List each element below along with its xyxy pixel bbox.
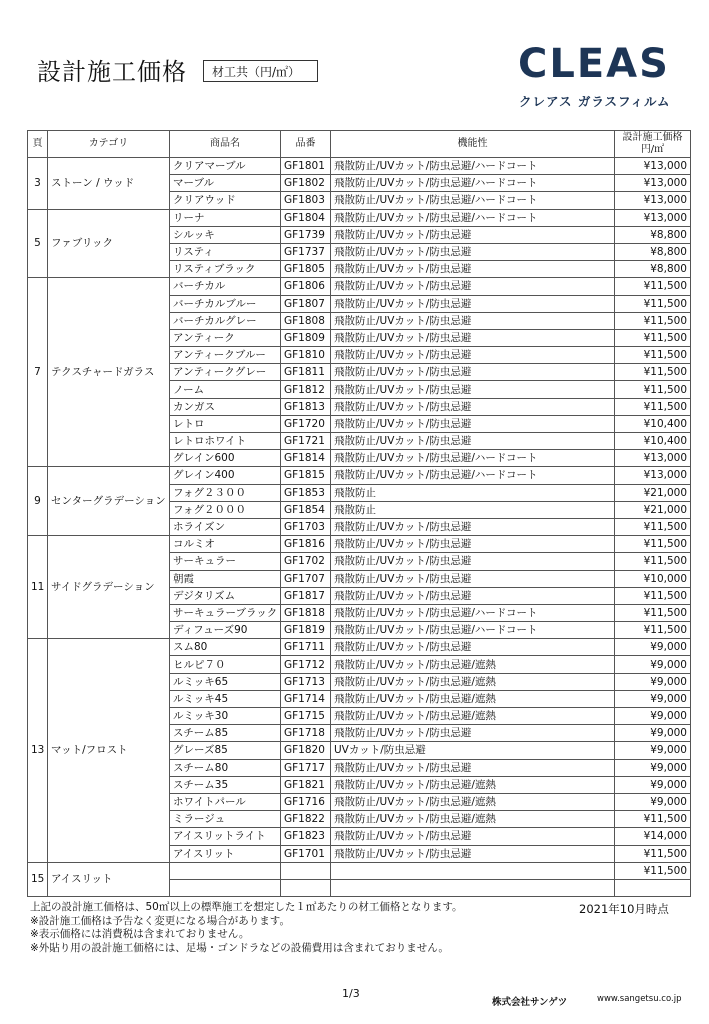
cell-product-name: グレイン600 <box>170 450 281 467</box>
cell-product-name: スチーム85 <box>170 725 281 742</box>
cell-product-name: フォグ２０００ <box>170 501 281 518</box>
cell-price: ¥10,400 <box>615 433 691 450</box>
cell-code: GF1718 <box>281 725 331 742</box>
cell-price: ¥8,800 <box>615 226 691 243</box>
cell-function: 飛散防止/UVカット/防虫忌避 <box>331 295 615 312</box>
cell-price: ¥11,500 <box>615 364 691 381</box>
cell-price: ¥9,000 <box>615 725 691 742</box>
cell-function: 飛散防止 <box>331 501 615 518</box>
cell-function: 飛散防止/UVカット/防虫忌避/ハードコート <box>331 175 615 192</box>
cell-function: UVカット/防虫忌避 <box>331 742 615 759</box>
cell-code: GF1806 <box>281 278 331 295</box>
header-price: 設計施工価格 円/㎡ <box>615 131 691 158</box>
cell-page: 7 <box>28 278 48 467</box>
header-page: 頁 <box>28 131 48 158</box>
cell-function: 飛散防止/UVカット/防虫忌避 <box>331 587 615 604</box>
cell-product-name: ルミッキ65 <box>170 673 281 690</box>
cell-code: GF1808 <box>281 312 331 329</box>
cell-price: ¥11,500 <box>615 347 691 364</box>
cell-function: 飛散防止/UVカット/防虫忌避/遮熱 <box>331 708 615 725</box>
cell-product-name: ホワイトパール <box>170 793 281 810</box>
cell-price: ¥21,000 <box>615 484 691 501</box>
cell-price: ¥9,000 <box>615 759 691 776</box>
cell-code: GF1804 <box>281 209 331 226</box>
cell-product-name: ヒルピ７０ <box>170 656 281 673</box>
cell-product-name: スチーム35 <box>170 776 281 793</box>
cell-price: ¥9,000 <box>615 776 691 793</box>
cell-price: ¥9,000 <box>615 656 691 673</box>
cell-function: 飛散防止/UVカット/防虫忌避/ハードコート <box>331 622 615 639</box>
cell-price: ¥21,000 <box>615 501 691 518</box>
cell-code: GF1817 <box>281 587 331 604</box>
cell-price: ¥11,500 <box>615 295 691 312</box>
cell-price: ¥10,400 <box>615 415 691 432</box>
cell-product-name: アンティークグレー <box>170 364 281 381</box>
cell-price: ¥11,500 <box>615 862 691 879</box>
table-row <box>28 158 691 175</box>
cell-category: マット/フロスト <box>48 639 170 862</box>
cell-product-name: フォグ２３００ <box>170 484 281 501</box>
price-table <box>27 130 691 897</box>
cell-price: ¥11,500 <box>615 381 691 398</box>
cell-function: 飛散防止/UVカット/防虫忌避/ハードコート <box>331 604 615 621</box>
cell-code: GF1713 <box>281 673 331 690</box>
company-url: www.sangetsu.co.jp <box>597 994 682 1004</box>
cell-price: ¥8,800 <box>615 261 691 278</box>
company-name: 株式会社サンゲツ <box>492 997 568 1008</box>
cell-function: 飛散防止/UVカット/防虫忌避/遮熱 <box>331 673 615 690</box>
cell-product-name: グレイン400 <box>170 467 281 484</box>
cell-code: GF1819 <box>281 622 331 639</box>
cell-code: GF1701 <box>281 845 331 862</box>
cell-code: GF1714 <box>281 690 331 707</box>
cell-product-name: クリアマーブル <box>170 158 281 175</box>
cell-code: GF1823 <box>281 828 331 845</box>
cell-product-name: ホライズン <box>170 518 281 535</box>
cell-price: ¥9,000 <box>615 708 691 725</box>
cell-product-name: バーチカルグレー <box>170 312 281 329</box>
cell-function: 飛散防止/UVカット/防虫忌避/遮熱 <box>331 656 615 673</box>
cell-price: ¥9,000 <box>615 793 691 810</box>
cell-price: ¥13,000 <box>615 192 691 209</box>
cell-function: 飛散防止/UVカット/防虫忌避 <box>331 226 615 243</box>
cell-function: 飛散防止/UVカット/防虫忌避 <box>331 312 615 329</box>
cell-code: GF1822 <box>281 811 331 828</box>
note-line: ※設計施工価格は予告なく変更になる場合があります。 <box>30 914 290 927</box>
cell-product-name: ディフューズ90 <box>170 622 281 639</box>
cell-code: GF1737 <box>281 243 331 260</box>
cell-code: GF1815 <box>281 467 331 484</box>
cell-function: 飛散防止/UVカット/防虫忌避/ハードコート <box>331 467 615 484</box>
cell-product-name: ルミッキ45 <box>170 690 281 707</box>
cell-price <box>615 879 691 896</box>
cell-function: 飛散防止/UVカット/防虫忌避 <box>331 433 615 450</box>
cell-code: GF1717 <box>281 759 331 776</box>
cell-page: 9 <box>28 467 48 536</box>
cell-function: 飛散防止/UVカット/防虫忌避 <box>331 347 615 364</box>
cell-code: GF1802 <box>281 175 331 192</box>
logo-subtitle: クレアス ガラスフィルム <box>519 94 671 109</box>
cell-code: GF1809 <box>281 329 331 346</box>
cell-product-name: アンティークブルー <box>170 347 281 364</box>
cell-function <box>331 879 615 896</box>
cell-price: ¥11,500 <box>615 845 691 862</box>
cell-price: ¥14,000 <box>615 828 691 845</box>
cell-function: 飛散防止/UVカット/防虫忌避 <box>331 398 615 415</box>
cell-price: ¥11,500 <box>615 278 691 295</box>
cell-code <box>281 862 331 879</box>
cell-product-name <box>170 862 281 879</box>
cell-code: GF1707 <box>281 570 331 587</box>
note-line: ※外貼り用の設計施工価格には、足場・ゴンドラなどの設備費用は含まれておりません。 <box>30 941 449 954</box>
cell-code: GF1816 <box>281 536 331 553</box>
cell-function: 飛散防止/UVカット/防虫忌避 <box>331 278 615 295</box>
cell-function: 飛散防止/UVカット/防虫忌避/遮熱 <box>331 811 615 828</box>
cell-code: GF1739 <box>281 226 331 243</box>
cell-product-name: ミラージュ <box>170 811 281 828</box>
cell-product-name: アンティーク <box>170 329 281 346</box>
cell-price: ¥9,000 <box>615 690 691 707</box>
cell-price: ¥11,500 <box>615 312 691 329</box>
cell-product-name: スム80 <box>170 639 281 656</box>
cell-price: ¥13,000 <box>615 158 691 175</box>
cell-function: 飛散防止/UVカット/防虫忌避 <box>331 261 615 278</box>
cell-code: GF1801 <box>281 158 331 175</box>
cell-price: ¥10,000 <box>615 570 691 587</box>
cell-code: GF1813 <box>281 398 331 415</box>
cell-price: ¥9,000 <box>615 673 691 690</box>
cell-function: 飛散防止/UVカット/防虫忌避 <box>331 845 615 862</box>
cell-function: 飛散防止/UVカット/防虫忌避 <box>331 381 615 398</box>
page-title: 設計施工価格 <box>37 58 187 86</box>
cell-product-name: サーキュラー <box>170 553 281 570</box>
cell-function: 飛散防止/UVカット/防虫忌避 <box>331 415 615 432</box>
cell-code: GF1853 <box>281 484 331 501</box>
cell-product-name: バーチカル <box>170 278 281 295</box>
cell-price: ¥11,500 <box>615 604 691 621</box>
table-row <box>28 278 691 295</box>
cell-product-name: アイスリット <box>170 845 281 862</box>
cell-function: 飛散防止/UVカット/防虫忌避/遮熱 <box>331 776 615 793</box>
cell-product-name: リーナ <box>170 209 281 226</box>
cell-price: ¥11,500 <box>615 811 691 828</box>
header-code: 品番 <box>281 131 331 158</box>
cell-code: GF1807 <box>281 295 331 312</box>
cell-category: センターグラデーション <box>48 467 170 536</box>
cell-function: 飛散防止/UVカット/防虫忌避 <box>331 536 615 553</box>
cell-product-name: レトロ <box>170 415 281 432</box>
cell-code <box>281 879 331 896</box>
header-product-name: 商品名 <box>170 131 281 158</box>
cell-function: 飛散防止/UVカット/防虫忌避 <box>331 553 615 570</box>
table-row <box>28 862 691 879</box>
cell-product-name: グレーズ85 <box>170 742 281 759</box>
cell-price: ¥13,000 <box>615 209 691 226</box>
cell-product-name: アイスリットライト <box>170 828 281 845</box>
header-category: カテゴリ <box>48 131 170 158</box>
cell-product-name <box>170 879 281 896</box>
cell-product-name: 朝霞 <box>170 570 281 587</box>
table-header-row <box>28 131 691 158</box>
cell-code: GF1812 <box>281 381 331 398</box>
cell-function <box>331 862 615 879</box>
cell-code: GF1803 <box>281 192 331 209</box>
table-row <box>28 536 691 553</box>
cell-price: ¥13,000 <box>615 450 691 467</box>
cell-product-name: ルミッキ30 <box>170 708 281 725</box>
cell-function: 飛散防止/UVカット/防虫忌避/遮熱 <box>331 690 615 707</box>
header-function: 機能性 <box>331 131 615 158</box>
cell-code: GF1716 <box>281 793 331 810</box>
cell-price: ¥11,500 <box>615 587 691 604</box>
cell-product-name: コルミオ <box>170 536 281 553</box>
cell-category: サイドグラデーション <box>48 536 170 639</box>
cell-code: GF1818 <box>281 604 331 621</box>
cell-function: 飛散防止/UVカット/防虫忌避/ハードコート <box>331 450 615 467</box>
page-number: 1/3 <box>342 987 360 1000</box>
table-body <box>28 158 691 897</box>
cell-price: ¥11,500 <box>615 398 691 415</box>
cell-category: ストーン / ウッド <box>48 158 170 210</box>
notes <box>30 901 463 955</box>
cell-price: ¥9,000 <box>615 742 691 759</box>
cell-function: 飛散防止/UVカット/防虫忌避 <box>331 243 615 260</box>
cell-page: 15 <box>28 862 48 896</box>
cell-price: ¥13,000 <box>615 175 691 192</box>
cell-function: 飛散防止/UVカット/防虫忌避 <box>331 759 615 776</box>
cell-product-name: クリアウッド <box>170 192 281 209</box>
cell-code: GF1702 <box>281 553 331 570</box>
cell-code: GF1712 <box>281 656 331 673</box>
cell-page: 11 <box>28 536 48 639</box>
cell-product-name: リスティ <box>170 243 281 260</box>
cell-price: ¥11,500 <box>615 536 691 553</box>
cell-code: GF1820 <box>281 742 331 759</box>
cell-product-name: ノーム <box>170 381 281 398</box>
cell-product-name: スチーム80 <box>170 759 281 776</box>
table-row <box>28 639 691 656</box>
cell-function: 飛散防止/UVカット/防虫忌避 <box>331 725 615 742</box>
cell-price: ¥8,800 <box>615 243 691 260</box>
cell-code: GF1811 <box>281 364 331 381</box>
cell-product-name: シルッキ <box>170 226 281 243</box>
cell-function: 飛散防止/UVカット/防虫忌避 <box>331 518 615 535</box>
cell-product-name: バーチカルブルー <box>170 295 281 312</box>
note-line: 上記の設計施工価格は、50㎡以上の標準施工を想定した１㎡あたりの材工価格となります。 <box>30 901 463 913</box>
cell-price: ¥9,000 <box>615 639 691 656</box>
cell-function: 飛散防止/UVカット/防虫忌避 <box>331 329 615 346</box>
cell-code: GF1720 <box>281 415 331 432</box>
cell-page: 13 <box>28 639 48 862</box>
note-line: ※表示価格には消費税は含まれておりません。 <box>30 928 250 940</box>
unit-label: 材工共（円/㎡） <box>203 60 318 82</box>
cell-code: GF1721 <box>281 433 331 450</box>
cell-price: ¥11,500 <box>615 553 691 570</box>
cell-code: GF1703 <box>281 518 331 535</box>
cleas-logo: CLEAS <box>518 41 670 87</box>
cell-code: GF1810 <box>281 347 331 364</box>
cell-product-name: リスティブラック <box>170 261 281 278</box>
cell-function: 飛散防止 <box>331 484 615 501</box>
cell-product-name: デジタリズム <box>170 587 281 604</box>
cell-price: ¥11,500 <box>615 329 691 346</box>
cell-code: GF1854 <box>281 501 331 518</box>
cell-product-name: マーブル <box>170 175 281 192</box>
cell-function: 飛散防止/UVカット/防虫忌避 <box>331 828 615 845</box>
cell-function: 飛散防止/UVカット/防虫忌避 <box>331 639 615 656</box>
cell-code: GF1711 <box>281 639 331 656</box>
cell-price: ¥11,500 <box>615 622 691 639</box>
cell-function: 飛散防止/UVカット/防虫忌避/ハードコート <box>331 209 615 226</box>
cell-code: GF1715 <box>281 708 331 725</box>
cell-code: GF1814 <box>281 450 331 467</box>
table-row <box>28 209 691 226</box>
cell-product-name: カンガス <box>170 398 281 415</box>
cell-page: 3 <box>28 158 48 210</box>
cell-code: GF1821 <box>281 776 331 793</box>
cell-category: ファブリック <box>48 209 170 278</box>
cell-product-name: レトロホワイト <box>170 433 281 450</box>
cell-function: 飛散防止/UVカット/防虫忌避/遮熱 <box>331 793 615 810</box>
cell-function: 飛散防止/UVカット/防虫忌避/ハードコート <box>331 192 615 209</box>
cell-page: 5 <box>28 209 48 278</box>
cell-function: 飛散防止/UVカット/防虫忌避 <box>331 364 615 381</box>
cell-product-name: サーキュラーブラック <box>170 604 281 621</box>
table-row <box>28 467 691 484</box>
cell-price: ¥11,500 <box>615 518 691 535</box>
cell-price: ¥13,000 <box>615 467 691 484</box>
cell-category: アイスリット <box>48 862 170 896</box>
cell-code: GF1805 <box>281 261 331 278</box>
cell-function: 飛散防止/UVカット/防虫忌避 <box>331 570 615 587</box>
as-of-date: 2021年10月時点 <box>579 902 669 916</box>
cell-function: 飛散防止/UVカット/防虫忌避/ハードコート <box>331 158 615 175</box>
cell-category: テクスチャードガラス <box>48 278 170 467</box>
